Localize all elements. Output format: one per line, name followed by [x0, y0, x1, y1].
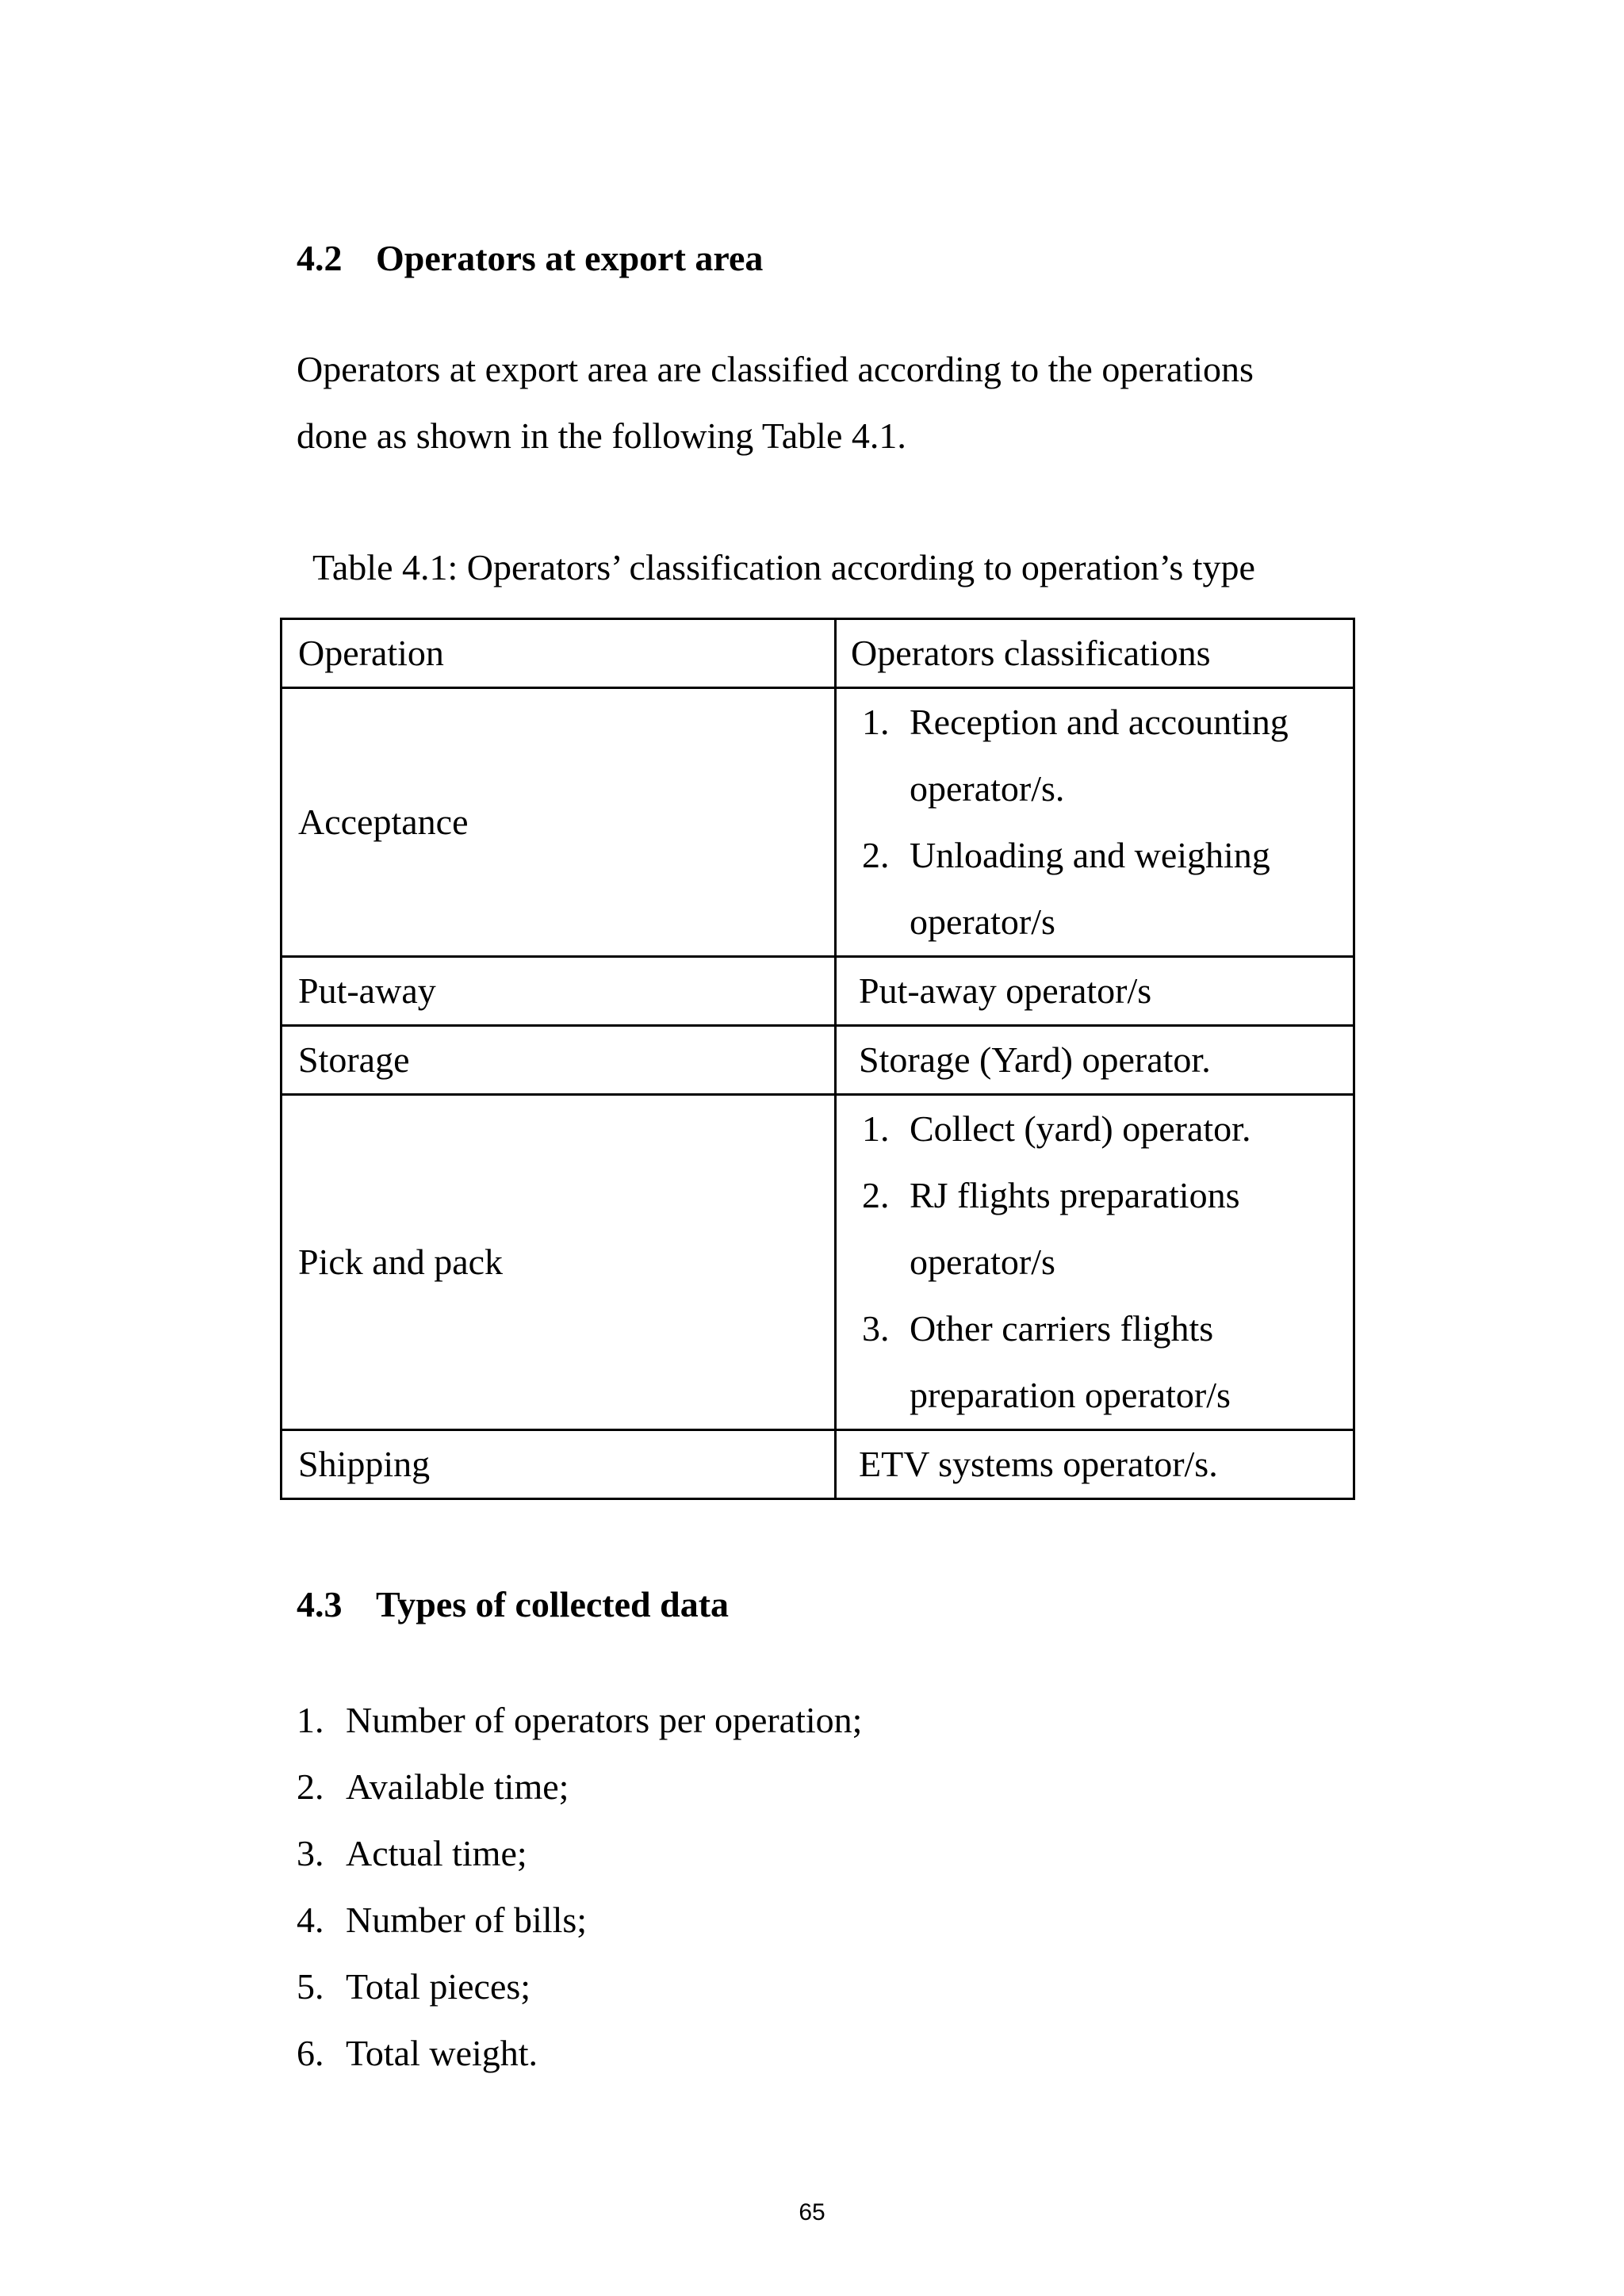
header-cell: Operators classifications — [836, 619, 1354, 688]
classification-cell — [836, 1430, 1354, 1499]
table-row — [282, 1430, 1354, 1499]
list-number: 1. — [862, 702, 890, 742]
list-item — [851, 1295, 1353, 1429]
list-item-text: operator/s — [910, 1242, 1055, 1282]
classification-cell — [836, 1095, 1354, 1430]
list-item-text: Reception and accounting — [910, 702, 1289, 742]
list-item — [297, 1954, 862, 2020]
classification-text: Storage (Yard) operator. — [859, 1039, 1211, 1080]
list-number: 2. — [862, 835, 890, 875]
table-caption: Table 4.1: Operators’ classification according to operation’s type — [312, 547, 1255, 587]
section-title: Types of collected data — [376, 1584, 730, 1624]
list-item-text: Number of bills; — [346, 1900, 588, 1940]
operation-cell: Shipping — [282, 1430, 836, 1499]
table-row — [282, 1095, 1354, 1430]
list-number: 3. — [862, 1308, 890, 1349]
list-item-text: Unloading and weighing — [910, 835, 1270, 875]
list-item-text: RJ flights preparations — [910, 1175, 1240, 1215]
list-item-text: Total pieces; — [346, 1966, 531, 2007]
classification-text: Put-away operator/s — [859, 970, 1152, 1011]
page-number: 65 — [799, 2199, 825, 2225]
operation-cell: Put-away — [282, 957, 836, 1026]
list-number: 4. — [297, 1900, 324, 1940]
list-item-text: Total weight. — [346, 2033, 538, 2073]
list-item-text: Available time; — [346, 1766, 569, 1807]
operation-cell: Acceptance — [282, 688, 836, 957]
list-number: 2. — [297, 1766, 324, 1807]
classification-list — [851, 689, 1353, 955]
list-item — [297, 1754, 862, 1820]
list-item — [851, 822, 1353, 955]
classification-list — [851, 1096, 1353, 1429]
classification-cell — [836, 1026, 1354, 1095]
operation-cell: Storage — [282, 1026, 836, 1095]
list-item — [297, 2020, 862, 2087]
list-number: 1. — [862, 1108, 890, 1149]
section-4-3-heading — [297, 1582, 729, 1627]
table-row — [282, 1026, 1354, 1095]
list-item — [851, 689, 1353, 822]
header-cell: Operation — [282, 619, 836, 688]
list-item — [297, 1820, 862, 1887]
list-number: 1. — [297, 1700, 324, 1740]
section-4-2-heading — [297, 236, 763, 281]
list-item — [297, 1687, 862, 1754]
paragraph-line: Operators at export area are classified according to the operations — [297, 349, 1254, 389]
classification-cell — [836, 957, 1354, 1026]
list-item-text: Number of operators per operation; — [346, 1700, 863, 1740]
list-item-text: operator/s — [910, 901, 1055, 942]
section-number: 4.3 — [297, 1584, 343, 1624]
list-number: 5. — [297, 1966, 324, 2007]
list-number: 6. — [297, 2033, 324, 2073]
table-row — [282, 957, 1354, 1026]
table-header-row — [282, 619, 1354, 688]
operation-cell: Pick and pack — [282, 1095, 836, 1430]
list-item-text: operator/s. — [910, 768, 1065, 809]
list-item — [851, 1162, 1353, 1295]
list-item — [851, 1096, 1353, 1162]
list-item — [297, 1887, 862, 1954]
list-item-text: preparation operator/s — [910, 1375, 1231, 1415]
table-row — [282, 688, 1354, 957]
section-number: 4.2 — [297, 238, 343, 278]
classification-cell — [836, 688, 1354, 957]
list-item-text: Collect (yard) operator. — [910, 1108, 1251, 1149]
collected-data-list — [297, 1687, 862, 2087]
list-item-text: Actual time; — [346, 1833, 527, 1873]
section-title: Operators at export area — [376, 238, 764, 278]
list-item-text: Other carriers flights — [910, 1308, 1214, 1349]
list-number: 2. — [862, 1175, 890, 1215]
list-number: 3. — [297, 1833, 324, 1873]
classification-text: ETV systems operator/s. — [859, 1444, 1218, 1484]
operators-classification-table — [280, 618, 1355, 1500]
section-4-2-paragraph — [297, 336, 1340, 469]
paragraph-line: done as shown in the following Table 4.1. — [297, 415, 906, 456]
